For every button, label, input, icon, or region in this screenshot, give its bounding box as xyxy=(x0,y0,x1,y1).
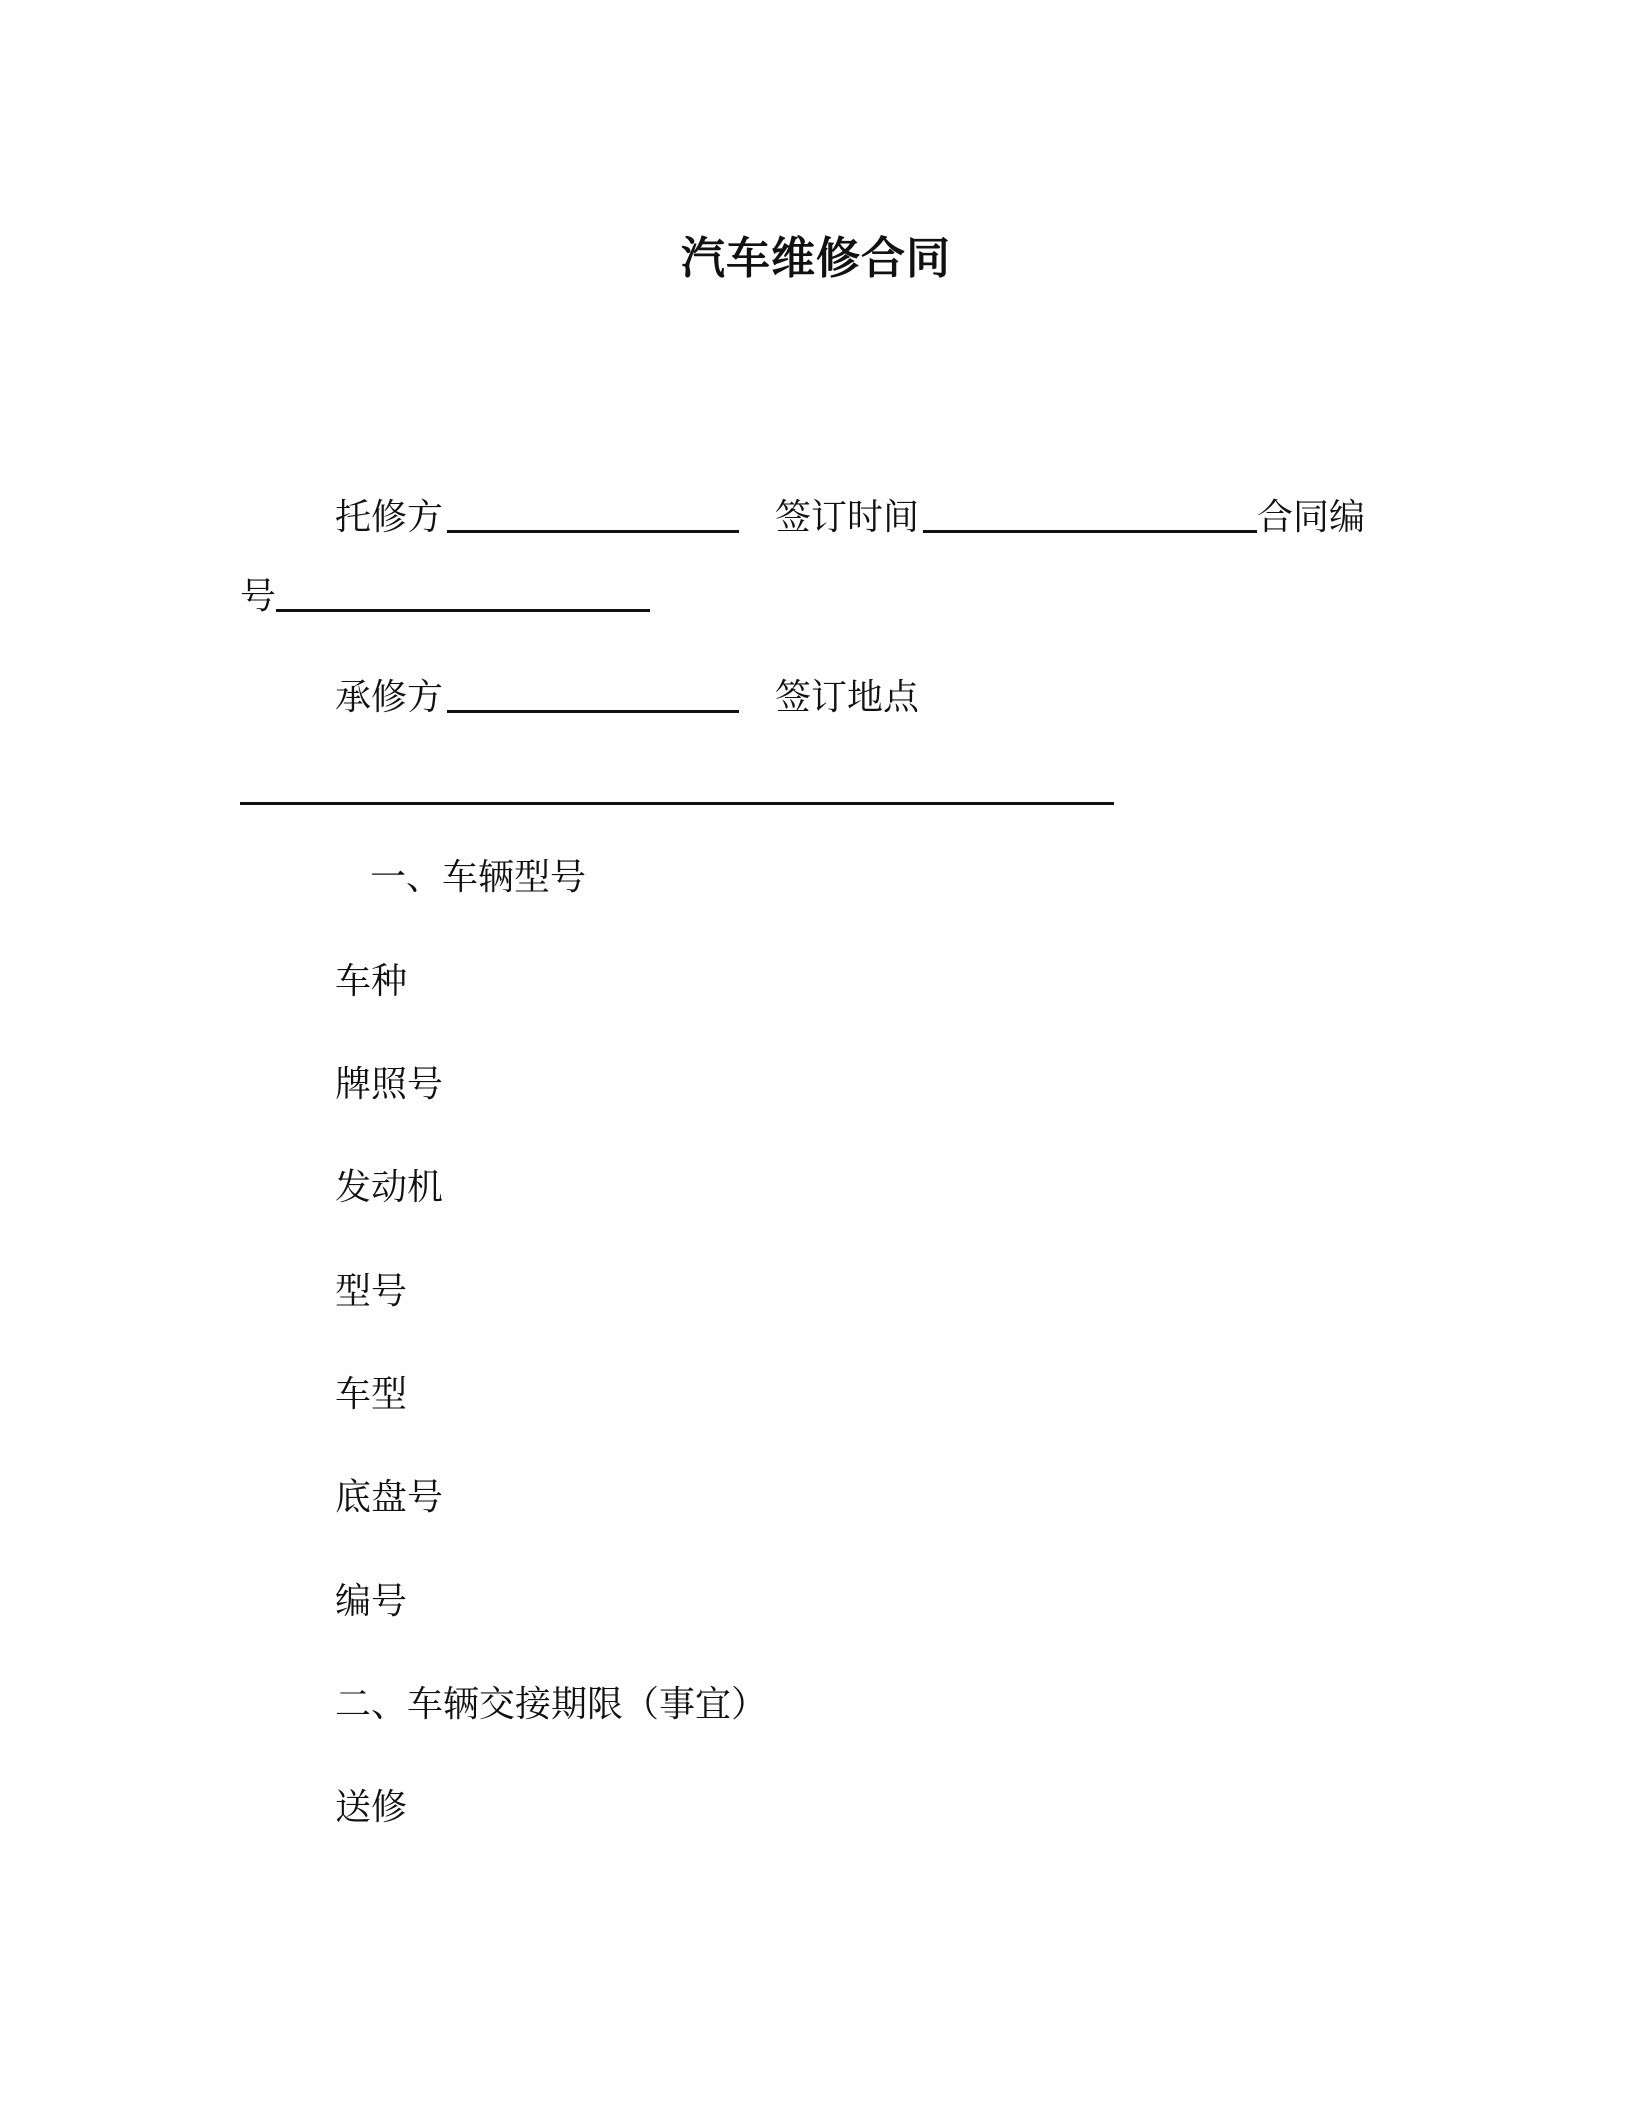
sign-place-field[interactable] xyxy=(240,802,1114,805)
field-car-model: 车型 xyxy=(335,1374,408,1415)
client-label: 托修方 xyxy=(335,497,444,538)
sign-time-label: 签订时间 xyxy=(775,497,920,538)
field-chassis-number: 底盘号 xyxy=(335,1477,444,1518)
section-1-heading: 一、车辆型号 xyxy=(370,857,587,898)
field-plate-number: 牌照号 xyxy=(335,1064,444,1105)
sign-place-label: 签订地点 xyxy=(775,677,920,718)
field-engine: 发动机 xyxy=(335,1167,444,1208)
client-field[interactable] xyxy=(447,496,739,533)
sign-time-field[interactable] xyxy=(923,496,1257,533)
document-title: 汽车维修合同 xyxy=(681,233,951,284)
contract-no-field[interactable] xyxy=(276,575,650,612)
field-send-for-repair: 送修 xyxy=(335,1787,408,1828)
contractor-field[interactable] xyxy=(447,676,739,713)
header-row-2 xyxy=(240,575,660,619)
section-2-heading: 二、车辆交接期限（事宜） xyxy=(335,1684,768,1725)
contractor-label: 承修方 xyxy=(335,677,444,718)
header-row-1 xyxy=(335,496,1375,540)
field-vehicle-type: 车种 xyxy=(335,961,408,1002)
field-model: 型号 xyxy=(335,1271,408,1312)
header-row-3 xyxy=(335,676,1035,720)
field-serial-number: 编号 xyxy=(335,1581,408,1622)
contract-no-label: 合同编 xyxy=(1257,497,1366,538)
contract-no-label-cont: 号 xyxy=(240,576,277,617)
